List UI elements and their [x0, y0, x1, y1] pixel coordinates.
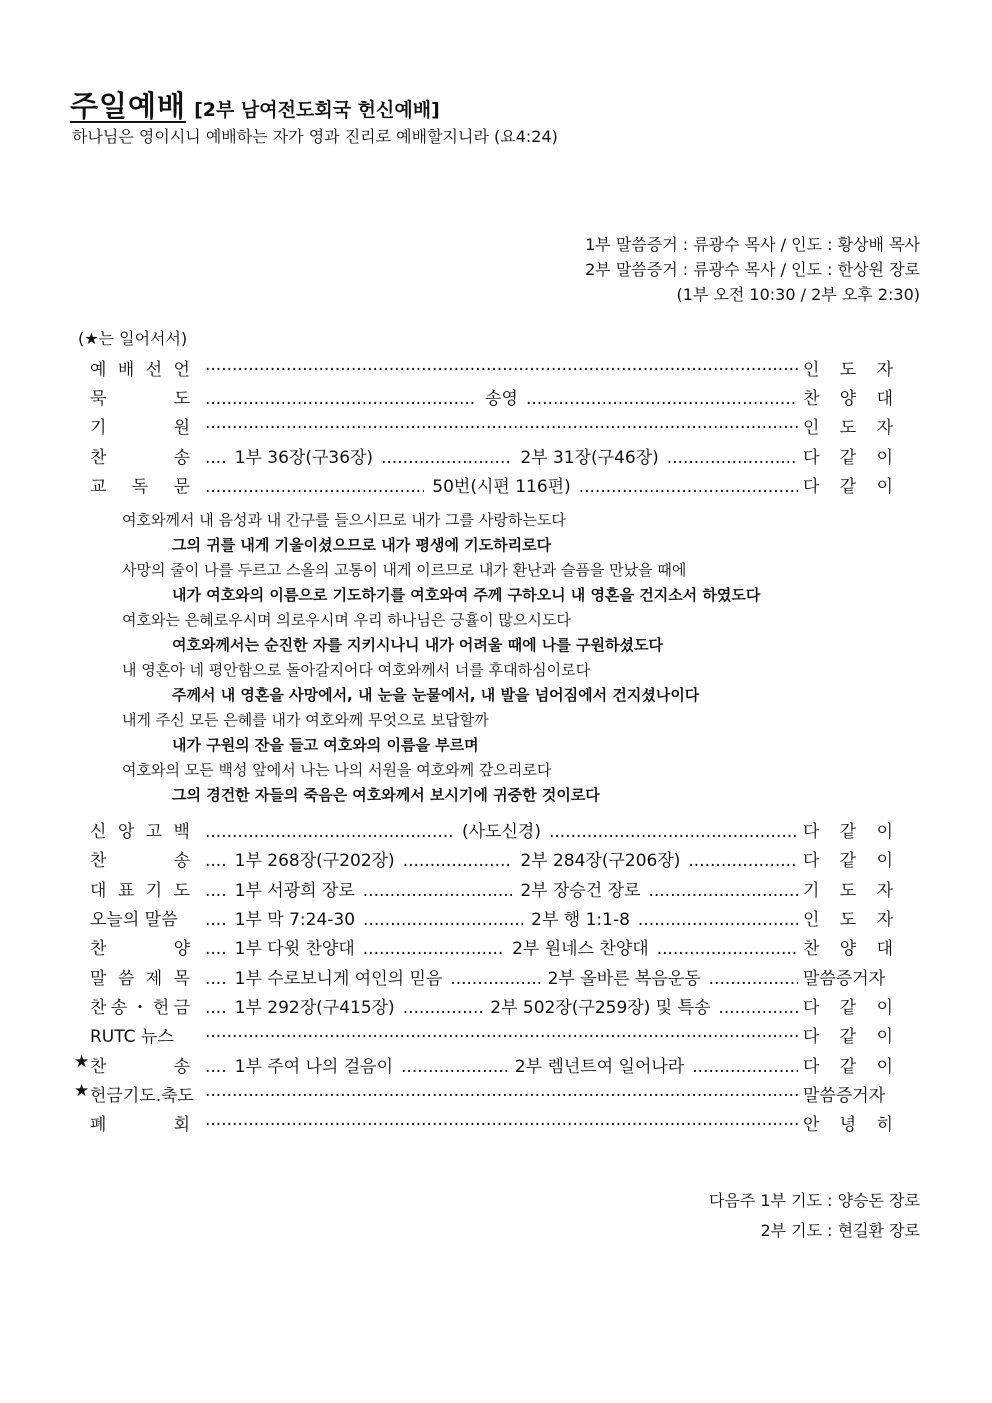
order-detail: [205, 964, 798, 989]
leader-dots: [205, 1022, 798, 1042]
leader-dots: [205, 822, 454, 842]
order-label-text-char: 기: [145, 881, 163, 901]
responsible-text-char: 찬: [803, 939, 820, 959]
responsible-text-char: 녕: [839, 1115, 857, 1135]
order-label-text-char: 도: [173, 389, 190, 409]
responsible-text-char: 이: [876, 851, 893, 871]
leader-dots: [718, 998, 798, 1018]
responsible-text-char: 히: [876, 1115, 893, 1135]
order-label-text: RUTC 뉴스: [90, 1027, 174, 1047]
order-label-text-char: 헌: [152, 998, 170, 1018]
order-detail: [205, 934, 798, 959]
part1-detail: 1부 막 7:24-30: [234, 910, 356, 930]
order-row-4: [0, 472, 992, 501]
order-label-text-char: 제: [145, 969, 163, 989]
responsible-text-char: 다: [803, 822, 820, 842]
psalm-response-line: 내가 여호와의 이름으로 기도하기를 여호와여 주께 구하오니 내 영혼을 건지소서 하였도다: [172, 586, 761, 604]
part2-detail: 2부 올바른 복음운동: [547, 969, 701, 989]
order-label: [90, 1110, 190, 1135]
responsible-text-char: 다: [803, 998, 820, 1018]
order-label-text-char: 찬: [90, 939, 107, 959]
leader-dots: [205, 355, 798, 375]
part2-detail: 2부 행 1:1-8: [531, 910, 630, 930]
order-label-text-char: ・: [131, 998, 149, 1018]
order-label-text-char: 앙: [117, 822, 135, 842]
order-detail: [205, 472, 798, 497]
order-label: [90, 472, 190, 497]
order-label: [90, 1022, 190, 1047]
order-label-text-char: 신: [90, 822, 107, 842]
order-label: [90, 384, 190, 409]
part2-detail: 2부 502장(구259장) 및 특송: [490, 998, 711, 1018]
order-detail: [205, 1081, 798, 1101]
order-label-text: 오늘의 말씀: [90, 910, 178, 930]
leader-dots: [205, 413, 798, 433]
order-responsible: [803, 817, 893, 842]
order2-row-8: [0, 1052, 992, 1081]
order-label-text-char: 찬: [90, 851, 107, 871]
order-label-text-char: 고: [145, 822, 163, 842]
order-label-text-char: 예: [90, 360, 107, 380]
order-detail: [205, 817, 798, 842]
order-label-text-char: 금: [173, 998, 190, 1018]
preacher-line-2: 2부 말씀증거 : 류광수 목사 / 인도 : 한상원 장로: [585, 260, 920, 279]
responsible-text-char: 인: [803, 360, 820, 380]
leader-dots: ....: [205, 939, 227, 959]
stand-star-icon: ★: [74, 1052, 90, 1072]
order-detail: [205, 355, 798, 375]
part1-detail: 1부 수로보니게 여인의 믿음: [234, 969, 443, 989]
order-row-1: [0, 384, 992, 413]
order-responsible: [803, 1081, 893, 1106]
part2-detail: 2부 렘넌트여 일어나라: [514, 1057, 685, 1077]
order2-row-4: [0, 934, 992, 963]
leader-dots: [638, 910, 798, 930]
responsible-text-char: 인: [803, 418, 820, 438]
psalm-leader-line: 여호와는 은혜로우시며 의로우시며 우리 하나님은 긍휼이 많으시도다: [122, 611, 571, 629]
order-responsible: [803, 1110, 893, 1135]
next-week-prayer-2: 2부 기도 : 현길환 장로: [760, 1221, 920, 1240]
leader-dots: [205, 1110, 798, 1130]
psalm-leader-line: 사망의 줄이 나를 두르고 스올의 고통이 내게 이르므로 내가 환난과 슬픔을 만났을 때에: [122, 561, 687, 579]
responsible-text-char: 대: [876, 389, 893, 409]
responsible-text-char: 양: [839, 939, 857, 959]
responsible-text-char: 자: [876, 360, 893, 380]
order-label: [90, 443, 190, 468]
psalm-response-line: 주께서 내 영혼을 사망에서, 내 눈을 눈물에서, 내 발을 넘어짐에서 건지셨나이다: [172, 686, 700, 704]
order-label-text-char: 씀: [117, 969, 135, 989]
responsible-text-char: 도: [839, 418, 857, 438]
responsible-text-char: 자: [876, 910, 893, 930]
responsible-text-char: 이: [876, 822, 893, 842]
order-label-text-char: 언: [173, 360, 190, 380]
order-detail: [205, 1022, 798, 1042]
responsible-text-char: 다: [803, 1027, 820, 1047]
preacher-line-1: 1부 말씀증거 : 류광수 목사 / 인도 : 황상배 목사: [585, 235, 920, 254]
leader-dots: ....: [205, 910, 227, 930]
order-label-text-char: 기: [90, 418, 107, 438]
order2-row-5: [0, 964, 992, 993]
order-label-text-char: 표: [117, 881, 135, 901]
order-label: [90, 413, 190, 438]
responsible-text: 말씀증거자: [803, 1086, 886, 1106]
leader-dots: [205, 389, 477, 409]
leader-dots: [692, 1057, 798, 1077]
order2-row-0: [0, 817, 992, 846]
order-detail: [205, 905, 798, 930]
order-detail: [205, 384, 798, 409]
order-responsible: [803, 1052, 893, 1077]
order-label: [90, 846, 190, 871]
order-label-text-char: 송: [110, 998, 128, 1018]
responsible-text-char: 다: [803, 448, 820, 468]
leader-dots: ....: [205, 851, 227, 871]
order-detail-text: (사도신경): [462, 822, 541, 842]
order-responsible: [803, 1022, 893, 1047]
responsible-text-char: 이: [876, 1057, 893, 1077]
order-label-text-char: 도: [173, 881, 190, 901]
order-label-text-char: 독: [131, 477, 149, 497]
psalm-leader-line: 여호와께서 내 음성과 내 간구를 들으시므로 내가 그를 사랑하는도다: [122, 511, 566, 529]
order-responsible: [803, 964, 893, 989]
responsible-text: 말씀증거자: [803, 969, 886, 989]
responsible-text-char: 찬: [803, 389, 820, 409]
leader-dots: [401, 1057, 507, 1077]
order-label-text-char: 송: [173, 448, 190, 468]
leader-dots: [667, 448, 798, 468]
order-label-text-char: 회: [173, 1115, 190, 1135]
order-responsible: [803, 413, 893, 438]
order-responsible: [803, 443, 893, 468]
stand-star-icon: ★: [74, 1081, 90, 1101]
order-label-text-char: 묵: [90, 389, 107, 409]
order-label-text-char: 배: [117, 360, 135, 380]
leader-dots: [403, 851, 513, 871]
part1-detail: 1부 다윗 찬양대: [234, 939, 355, 959]
order2-row-2: [0, 876, 992, 905]
order-detail: [205, 1052, 798, 1077]
psalm-response-line: 그의 경건한 자들의 죽음은 여호와께서 보시기에 귀중한 것이로다: [172, 786, 600, 804]
leader-dots: [363, 910, 523, 930]
psalm-leader-line: 내게 주신 모든 은혜를 내가 여호와께 무엇으로 보답할까: [122, 711, 489, 729]
order-responsible: [803, 876, 893, 901]
order-detail: [205, 876, 798, 901]
order-label-text-char: 목: [173, 969, 190, 989]
leader-dots: [363, 881, 513, 901]
psalm-leader-line: 여호와의 모든 백성 앞에서 나는 나의 서원을 여호와께 갚으리로다: [122, 761, 552, 779]
leader-dots: ....: [205, 881, 227, 901]
order-detail-text: 송영: [485, 389, 518, 409]
order-label-text-char: 찬: [90, 998, 107, 1018]
responsible-text-char: 자: [876, 881, 893, 901]
order-label-text-char: 백: [173, 822, 190, 842]
order-detail-text: 50번(시편 116편): [432, 477, 571, 497]
leader-dots: [648, 881, 798, 901]
order-label-text-char: 송: [173, 851, 190, 871]
order2-row-9: [0, 1081, 992, 1110]
order-responsible: [803, 355, 893, 380]
order-label: [90, 993, 190, 1018]
order-label: [90, 1052, 190, 1077]
order-label-text-char: 양: [173, 939, 190, 959]
responsible-text-char: 이: [876, 1027, 893, 1047]
order-label-text-char: 폐: [90, 1115, 107, 1135]
leader-dots: ....: [205, 448, 227, 468]
leader-dots: [688, 851, 798, 871]
psalm-response-line: 그의 귀를 내게 기울이셨으므로 내가 평생에 기도하리로다: [172, 536, 552, 554]
order-label-text-char: 찬: [90, 448, 107, 468]
leader-dots: [403, 998, 483, 1018]
responsible-text-char: 같: [839, 822, 857, 842]
order-label-text-char: 대: [90, 881, 107, 901]
leader-dots: [205, 1081, 798, 1101]
order-label-text-char: 원: [173, 418, 190, 438]
next-week-prayer-1: 다음주 1부 기도 : 양승돈 장로: [708, 1191, 920, 1210]
part2-detail: 2부 31장(구46장): [520, 448, 659, 468]
leader-dots: [205, 477, 424, 497]
part2-detail: 2부 284장(구206장): [520, 851, 681, 871]
order-detail: [205, 413, 798, 433]
responsible-text-char: 같: [839, 998, 857, 1018]
order-detail: [205, 1110, 798, 1130]
order-detail: [205, 846, 798, 871]
order2-row-10: [0, 1110, 992, 1139]
order-responsible: [803, 934, 893, 959]
responsible-text-char: 다: [803, 851, 820, 871]
responsible-text-char: 대: [876, 939, 893, 959]
responsible-text-char: 도: [839, 360, 857, 380]
responsible-text-char: 인: [803, 910, 820, 930]
order-label: [90, 876, 190, 901]
order-label: [90, 934, 190, 959]
order-label: [90, 905, 190, 930]
responsible-text-char: 같: [839, 1057, 857, 1077]
leader-dots: [450, 969, 539, 989]
leader-dots: [657, 939, 798, 959]
order2-row-3: [0, 905, 992, 934]
part1-detail: 1부 서광희 장로: [234, 881, 355, 901]
order-label-text-char: 교: [90, 477, 107, 497]
order-row-3: [0, 443, 992, 472]
responsible-text-char: 같: [839, 477, 857, 497]
responsible-text-char: 양: [839, 389, 857, 409]
leader-dots: ....: [205, 998, 227, 1018]
leader-dots: ....: [205, 1057, 227, 1077]
responsible-text-char: 자: [876, 418, 893, 438]
order-label-text: 헌금기도.축도: [90, 1086, 194, 1106]
responsible-text-char: 도: [839, 910, 857, 930]
leader-dots: ....: [205, 969, 227, 989]
part1-detail: 1부 주여 나의 걸음이: [234, 1057, 394, 1077]
verse: 하나님은 영이시니 예배하는 자가 영과 진리로 예배할지니라 (요4:24): [72, 127, 558, 146]
leader-dots: [549, 822, 798, 842]
order-detail: [205, 993, 798, 1018]
psalm-leader-line: 내 영혼아 네 평안함으로 돌아갈지어다 여호와께서 너를 후대하심이로다: [122, 661, 591, 679]
order-label-text-char: 문: [173, 477, 190, 497]
part1-detail: 1부 292장(구415장): [234, 998, 395, 1018]
order-label: [90, 964, 190, 989]
order-detail: [205, 443, 798, 468]
responsible-text-char: 같: [839, 851, 857, 871]
service-times: (1부 오전 10:30 / 2부 오후 2:30): [676, 285, 920, 304]
responsible-text-char: 안: [803, 1115, 820, 1135]
order2-row-1: [0, 846, 992, 875]
responsible-text-char: 이: [876, 448, 893, 468]
leader-dots: [709, 969, 798, 989]
responsible-text-char: 다: [803, 1057, 820, 1077]
order-label: [90, 355, 190, 380]
psalm-response-line: 내가 구원의 잔을 들고 여호와의 이름을 부르며: [172, 736, 479, 754]
psalm-response-line: 여호와께서는 순진한 자를 지키시나니 내가 어려울 때에 나를 구원하셨도다: [172, 636, 663, 654]
responsible-text-char: 같: [839, 1027, 857, 1047]
responsible-text-char: 이: [876, 477, 893, 497]
order-label-text-char: 찬: [90, 1057, 107, 1077]
leader-dots: [363, 939, 504, 959]
order2-row-7: [0, 1022, 992, 1051]
order2-row-6: [0, 993, 992, 1022]
order-label: [90, 817, 190, 842]
order-row-0: [0, 355, 992, 384]
order-label-text-char: 송: [173, 1057, 190, 1077]
order-label-text-char: 선: [145, 360, 163, 380]
page-title: 주일예배: [70, 89, 187, 123]
responsible-text-char: 같: [839, 448, 857, 468]
order-responsible: [803, 472, 893, 497]
leader-dots: [579, 477, 798, 497]
page-subtitle: [2부 남여전도회국 헌신예배]: [194, 99, 440, 121]
order-label: [90, 1081, 194, 1106]
order-label-text-char: 말: [90, 969, 107, 989]
stand-note: (★는 일어서서): [78, 329, 188, 348]
responsible-text-char: 도: [839, 881, 857, 901]
order-responsible: [803, 905, 893, 930]
responsible-text-char: 다: [803, 477, 820, 497]
order-responsible: [803, 993, 893, 1018]
part1-detail: 1부 36장(구36장): [234, 448, 374, 468]
title-line: [70, 84, 440, 125]
responsible-text-char: 이: [876, 998, 893, 1018]
leader-dots: [526, 389, 798, 409]
order-responsible: [803, 846, 893, 871]
responsible-text-char: 기: [803, 881, 820, 901]
leader-dots: [381, 448, 512, 468]
part2-detail: 2부 원네스 찬양대: [512, 939, 649, 959]
order-responsible: [803, 384, 893, 409]
part1-detail: 1부 268장(구202장): [234, 851, 395, 871]
part2-detail: 2부 장승건 장로: [520, 881, 641, 901]
order-row-2: [0, 413, 992, 442]
